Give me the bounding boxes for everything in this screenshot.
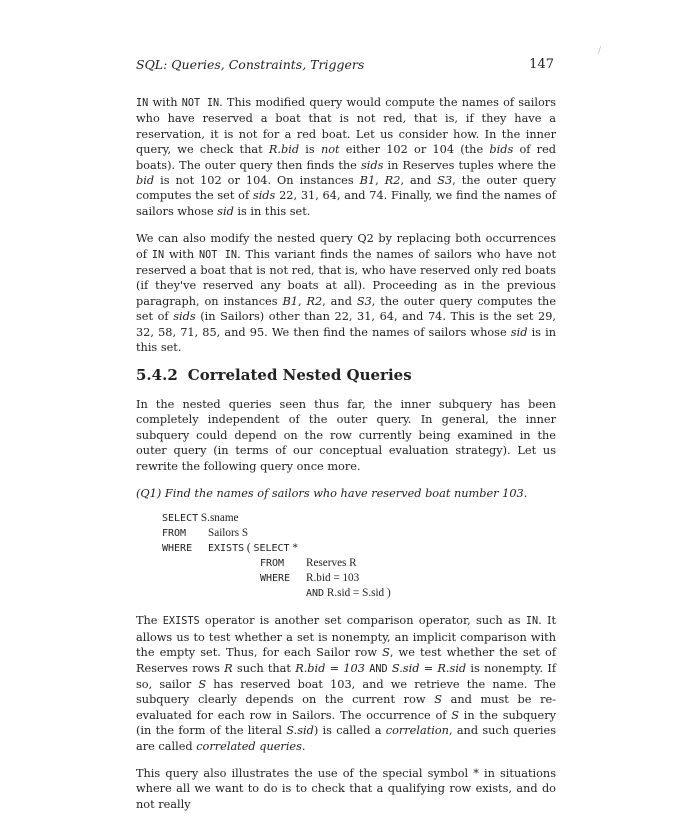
section-title: Correlated Nested Queries bbox=[187, 365, 412, 384]
header-title: SQL: Queries, Constraints, Triggers bbox=[136, 57, 365, 72]
section-heading bbox=[136, 365, 556, 384]
paragraph-1: IN with NOT IN. This modified query would compute the names of sailors who have reserved a boat that is not red, that is, if they have a reservation, it is not for a red boat. Let us consider how. In the inner query, we check that R.bid is not either 102 or 104 (the bids of red boats). The outer query then finds the sids in Reserves tuples where the bid is not 102 or 104. On instances B1, R2, and S3, the outer query computes the set of sids 22, 31, 64, and 74. Finally, we find the names of sailors whose sid is in this set. bbox=[136, 96, 557, 218]
sql-line-6: AND R.sid = S.sid ) bbox=[306, 587, 391, 600]
sql-line-2: FROM Sailors S bbox=[162, 527, 249, 540]
sql-line-1: SELECT S.sname bbox=[162, 512, 239, 525]
body-text bbox=[136, 95, 556, 824]
corner-mark: / bbox=[598, 46, 602, 56]
running-header bbox=[136, 57, 554, 75]
sql-line-5: WHERE R.bid = 103 bbox=[260, 572, 360, 585]
paragraph-3: In the nested queries seen thus far, the inner subquery has been completely independent of the outer query. In general, the inner subquery could depend on the row currently being examined in the outer query (in terms of our conceptual evaluation strategy). Let us rewrite the following query once more. bbox=[136, 397, 556, 473]
paragraph-2: We can also modify the nested query Q2 by replacing both occurrences of IN with NOT IN. This variant finds the names of sailors who have not reserved a boat that is not red, that is, who have reserved only red boats (if they've reserved any boats at all). Proceeding as in the previous paragraph, on instances B1, R2, and S3, the outer query computes the set of sids (in Sailors) other than 22, 31, 64, and 74. This is the set 29, 32, 58, 71, 85, and 95. We then find the names of sailors whose sid is in this set. bbox=[136, 232, 557, 355]
query-description: (Q1) Find the names of sailors who have reserved boat number 103. bbox=[136, 486, 528, 500]
paragraph-4: The EXISTS operator is another set comparison operator, such as IN. It allows us to test whether a set is nonempty, an implicit comparison with the empty set. Thus, for each Sailor row S, we test whether the set of Reserves rows R such that R.bid = 103 AND S.sid = R.sid is nonempty. If so, sailor S has reserved boat 103, and we retrieve the name. The subquery clearly depends on the current row S and must be re-evaluated for each row in Sailors. The occurrence of S in the subquery (in the form of the literal S.sid) is called a correlation, and such queries are called correlated queries. bbox=[136, 614, 556, 753]
section-number: 5.4.2 bbox=[136, 365, 178, 384]
page-number: 147 bbox=[529, 57, 554, 72]
sql-line-3: WHERE EXISTS ( SELECT * bbox=[162, 542, 298, 555]
paragraph-5: This query also illustrates the use of the special symbol * in situations where all we want to do is to check that a qualifying row exists, and do not really bbox=[136, 767, 556, 811]
sql-code-block bbox=[162, 511, 556, 601]
sql-line-4: FROM Reserves R bbox=[260, 557, 357, 570]
